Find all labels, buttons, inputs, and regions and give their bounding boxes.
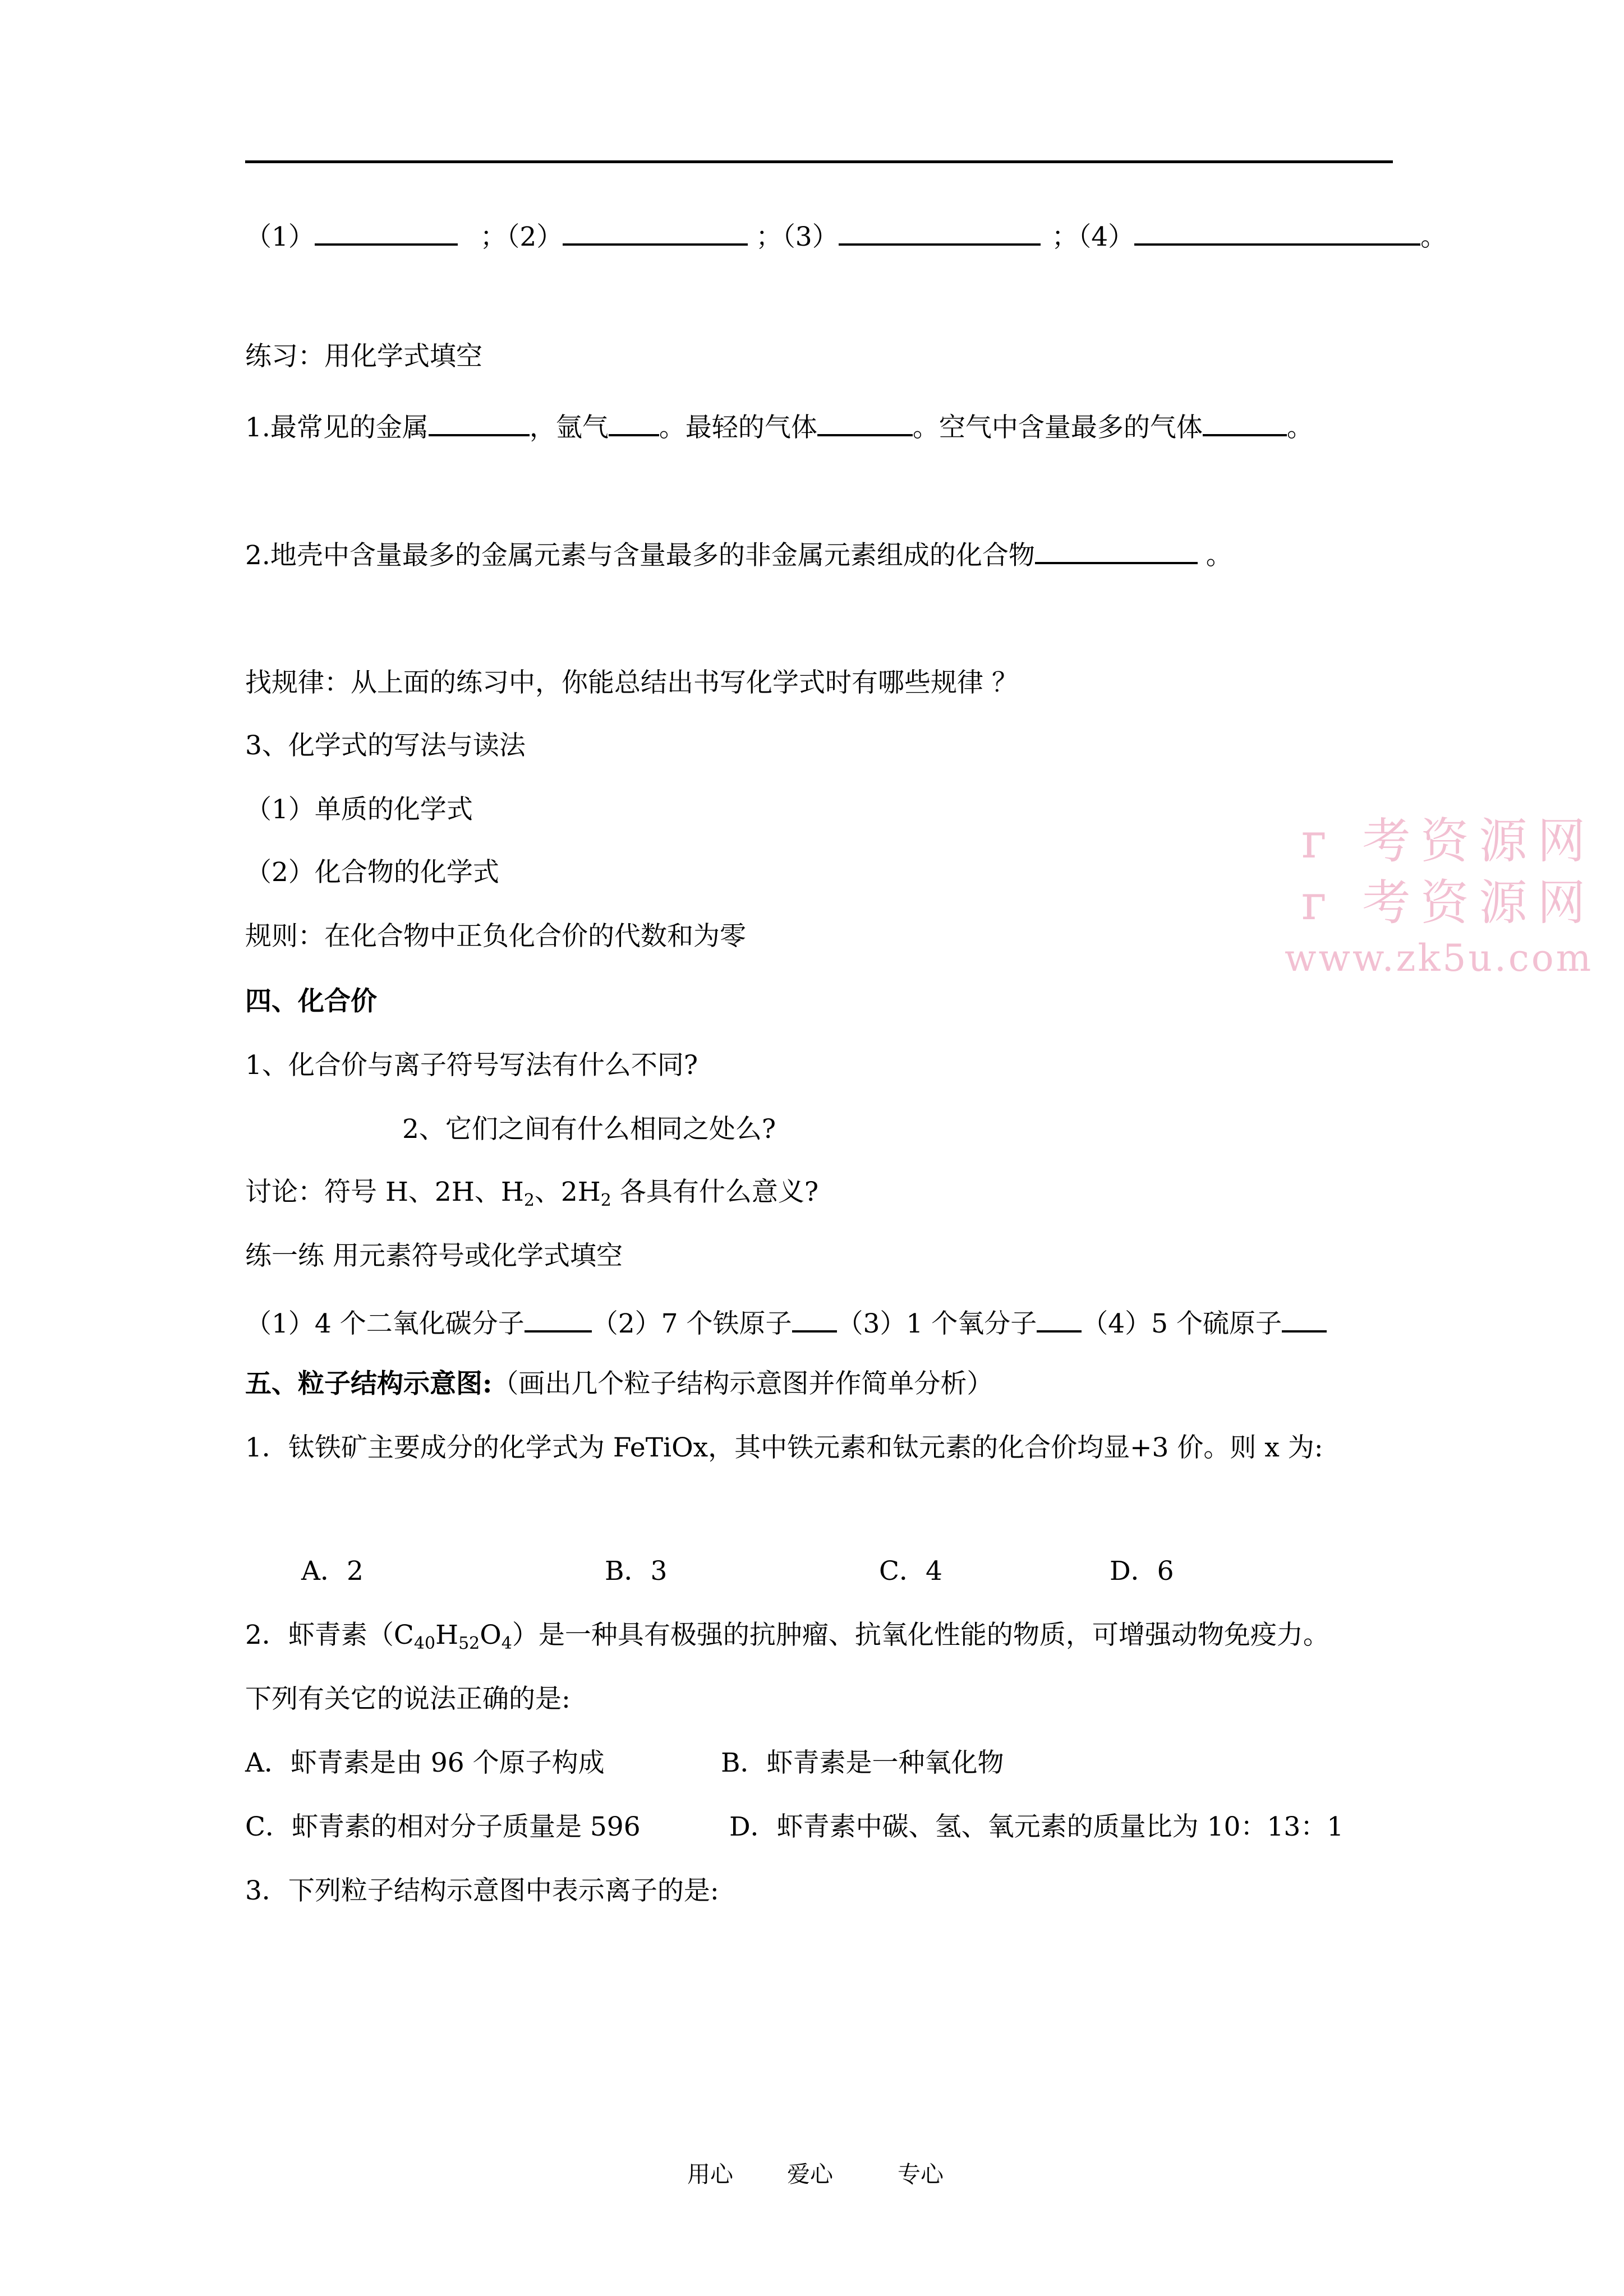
blank-label-4: （4）	[1078, 222, 1135, 252]
header-rule	[245, 160, 1393, 163]
q1-blank-lightest-gas[interactable]	[817, 411, 913, 436]
q1-option-d[interactable]: D．6	[1110, 1556, 1174, 1587]
discuss-text-a: 讨论：符号 H、2H、H	[245, 1177, 524, 1207]
valence-q2: 2、它们之间有什么相同之处么?	[402, 1114, 776, 1145]
q2-text-b: 。	[1197, 540, 1232, 571]
question-2	[245, 1622, 1329, 1652]
q1-blank-metal[interactable]	[429, 411, 530, 436]
q2-text-d: ）是一种具有极强的抗肿瘤、抗氧化性能的物质，可增强动物免疫力。	[512, 1620, 1329, 1650]
q1-blank-air-gas[interactable]	[1203, 411, 1287, 436]
q1-text-c: 。最轻的气体	[659, 412, 817, 443]
subscript: 2	[600, 1191, 611, 1210]
discuss-text-c: 各具有什么意义?	[611, 1177, 819, 1207]
separator: ；	[480, 222, 507, 252]
separator: ；	[1051, 222, 1078, 252]
drill-blank-2[interactable]	[792, 1307, 837, 1333]
footer-word-2: 爱心	[787, 2161, 833, 2188]
q2-option-b[interactable]: B．虾青素是一种氧化物	[721, 1748, 1004, 1778]
drill-blank-3[interactable]	[1037, 1307, 1082, 1333]
structure-heading: 五、粒子结构示意图:	[245, 1368, 493, 1399]
section-3-title: 3、化学式的写法与读法	[245, 730, 526, 761]
drill-title: 练一练 用元素符号或化学式填空	[245, 1241, 623, 1271]
practice-q2	[245, 538, 1232, 569]
question-1: 1．钛铁矿主要成分的化学式为 FeTiOx，其中铁元素和钛元素的化合价均显+3 价。则 x 为:	[245, 1432, 1323, 1463]
separator: ；	[756, 222, 783, 252]
q2-option-c[interactable]: C．虾青素的相对分子质量是 596	[245, 1811, 641, 1842]
q2-option-a[interactable]: A．虾青素是由 96 个原子构成	[245, 1748, 605, 1778]
q1-text-b: ，氩气	[529, 412, 609, 443]
discuss-text-b: 、2H	[534, 1177, 601, 1207]
drill-blank-1[interactable]	[525, 1307, 592, 1333]
valence-q1: 1、化合价与离子符号写法有什么不同?	[245, 1050, 698, 1081]
q1-text-e: 。	[1286, 412, 1313, 443]
drill-label-1: （1）4 个二氧化碳分子	[245, 1308, 525, 1339]
answer-blank-4[interactable]	[1134, 220, 1420, 246]
subscript: 2	[523, 1191, 535, 1210]
answer-blank-3[interactable]	[839, 220, 1041, 246]
valence-heading: 四、化合价	[245, 986, 377, 1017]
q1-option-a[interactable]: A．2	[301, 1556, 364, 1587]
q1-option-c[interactable]: C．4	[879, 1556, 942, 1587]
footer-word-3: 专心	[898, 2161, 944, 2188]
footer-word-1: 用心	[687, 2161, 733, 2188]
q2-option-d[interactable]: D．虾青素中碳、氢、氧元素的质量比为 10：13：1	[729, 1811, 1344, 1842]
question-2-line2: 下列有关它的说法正确的是:	[245, 1684, 571, 1714]
structure-heading-note: （画出几个粒子结构示意图并作简单分析）	[492, 1368, 993, 1399]
subscript: 40	[413, 1634, 436, 1653]
q2-text-b: H	[435, 1620, 459, 1650]
q1-option-b[interactable]: B．3	[605, 1556, 668, 1587]
q1-text-a: 1.最常见的金属	[245, 412, 429, 443]
blank-label-3: （3）	[782, 222, 839, 252]
watermark-line-2: г 考资源网	[1301, 875, 1596, 931]
drill-label-4: （4）5 个硫原子	[1082, 1308, 1282, 1339]
q2-text-c: O	[480, 1620, 502, 1650]
drill-label-3: （3）1 个氧分子	[836, 1308, 1037, 1339]
watermark-url: www.zk5u.com	[1285, 937, 1594, 980]
subscript: 52	[458, 1634, 480, 1653]
rule-statement: 规则：在化合物中正负化合价的代数和为零	[245, 921, 746, 952]
drill-blank-4[interactable]	[1282, 1307, 1327, 1333]
discuss-line	[245, 1179, 818, 1209]
drill-label-2: （2）7 个铁原子	[591, 1308, 792, 1339]
rule-item-1: （1）单质的化学式	[245, 794, 473, 825]
q2-text-a: 2.地壳中含量最多的金属元素与含量最多的非金属元素组成的化合物	[245, 540, 1035, 571]
find-rule: 找规律：从上面的练习中，你能总结出书写化学式时有哪些规律 ？	[245, 667, 1018, 698]
period: 。	[1420, 222, 1447, 252]
q2-blank-compound[interactable]	[1035, 538, 1198, 564]
practice-title: 练习：用化学式填空	[245, 341, 482, 372]
drill-row	[245, 1307, 1327, 1337]
q2-text-a: 2．虾青素（C	[245, 1620, 414, 1650]
answer-blank-2[interactable]	[563, 220, 748, 246]
q1-blank-argon[interactable]	[609, 411, 659, 436]
blank-label-1: （1）	[245, 222, 315, 252]
watermark-line-1: г 考资源网	[1301, 813, 1596, 869]
answer-blank-1[interactable]	[315, 220, 458, 246]
blank-label-2: （2）	[506, 222, 563, 252]
fill-in-row	[245, 220, 1447, 250]
question-3: 3．下列粒子结构示意图中表示离子的是:	[245, 1875, 719, 1906]
subscript: 4	[501, 1634, 512, 1653]
practice-q1	[245, 411, 1313, 441]
q1-text-d: 。空气中含量最多的气体	[912, 412, 1203, 443]
rule-item-2: （2）化合物的化学式	[245, 857, 499, 888]
structure-heading-row	[245, 1368, 993, 1399]
